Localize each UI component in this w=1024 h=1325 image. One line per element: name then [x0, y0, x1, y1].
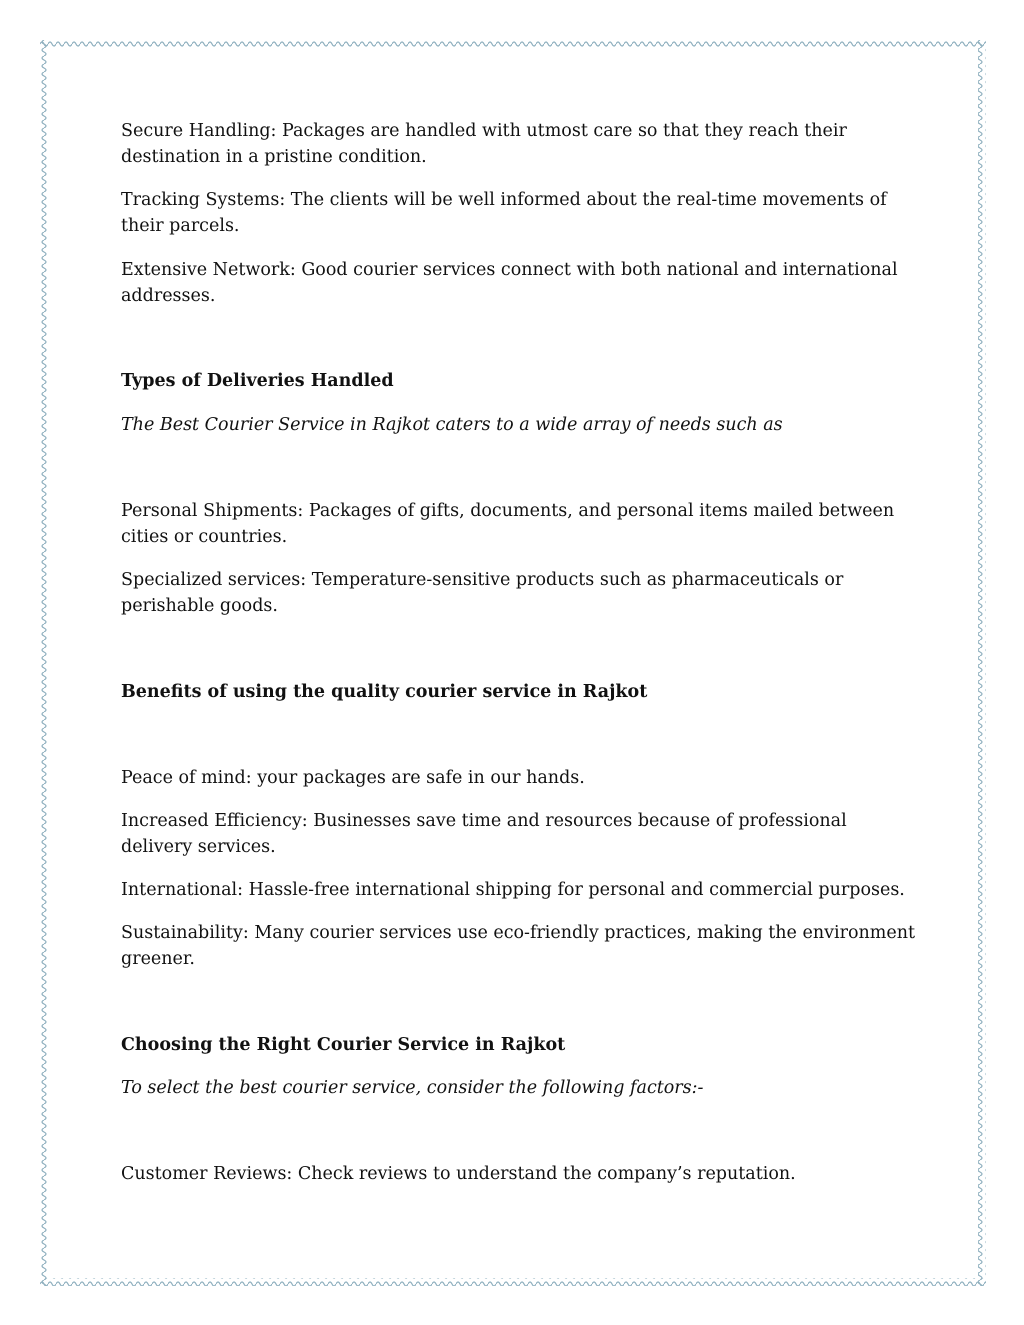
heading-choosing-right-courier: Choosing the Right Courier Service in Rajkot — [121, 1035, 566, 1055]
heading-benefits: Benefits of using the quality courier service in Rajkot — [121, 682, 648, 702]
paragraph-international: International: Hassle-free international shipping for personal and commercial purposes. — [121, 880, 905, 900]
intro-types-of-deliveries: The Best Courier Service in Rajkot caters to a wide array of needs such as — [121, 415, 783, 435]
paragraph-secure-handling: Secure Handling: Packages are handled with utmost care so that they reach their destination in a pristine condition. — [121, 121, 847, 167]
paragraph-customer-reviews: Customer Reviews: Check reviews to understand the company’s reputation. — [121, 1164, 796, 1184]
paragraph-increased-efficiency: Increased Efficiency: Businesses save time and resources because of professional delivery services. — [121, 811, 847, 857]
paragraph-personal-shipments: Personal Shipments: Packages of gifts, documents, and personal items mailed between cities or countries. — [121, 501, 895, 547]
paragraph-tracking-systems: Tracking Systems: The clients will be well informed about the real-time movements of their parcels. — [121, 190, 887, 236]
paragraph-peace-of-mind: Peace of mind: your packages are safe in our hands. — [121, 768, 585, 788]
heading-types-of-deliveries: Types of Deliveries Handled — [121, 371, 394, 391]
paragraph-extensive-network: Extensive Network: Good courier services connect with both national and international addresses. — [121, 260, 898, 306]
paragraph-specialized-services: Specialized services: Temperature-sensitive products such as pharmaceuticals or perishable goods. — [121, 570, 844, 616]
intro-choosing-factors: To select the best courier service, consider the following factors:- — [121, 1078, 704, 1098]
paragraph-sustainability: Sustainability: Many courier services use eco-friendly practices, making the environment greener. — [121, 923, 916, 969]
